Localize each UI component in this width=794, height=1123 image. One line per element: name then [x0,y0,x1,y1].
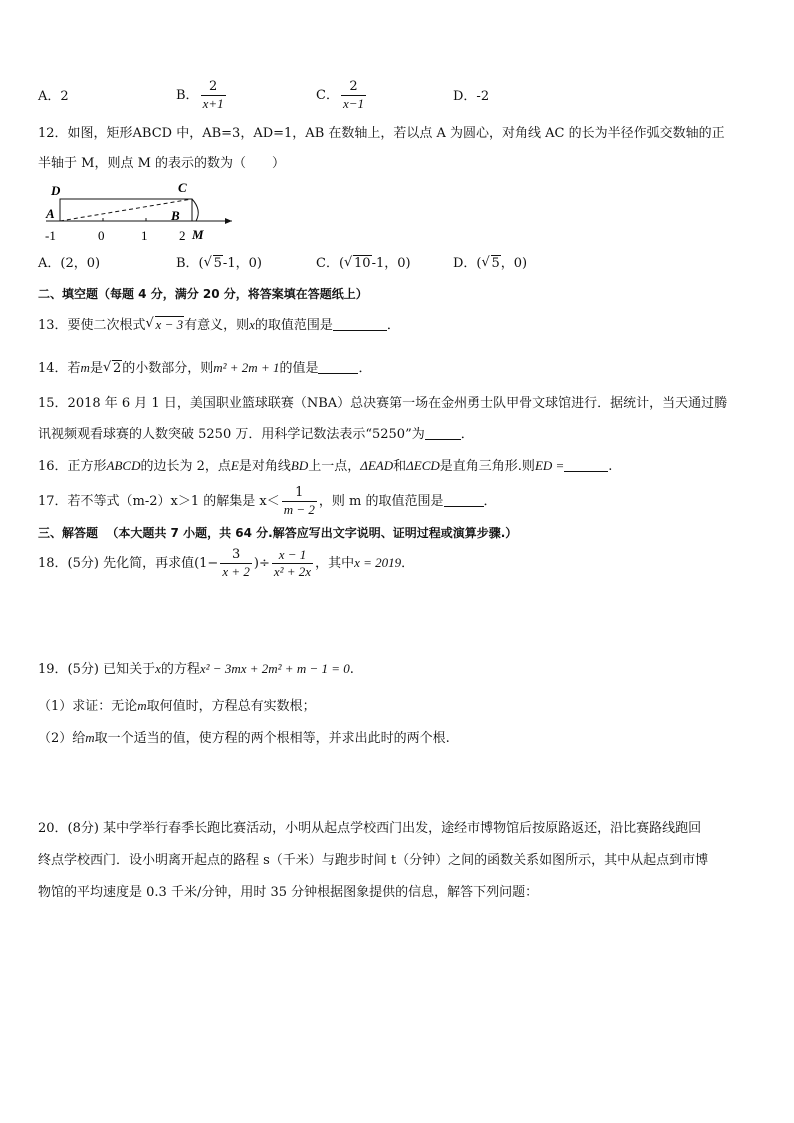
q12-option-c: C．(√ 10-1，0) [316,255,411,273]
label-c: C [178,180,187,195]
q14-text: 14．若m是√ 2的小数部分，则m² + 2m + 1的值是 ． [38,359,372,378]
label-d: D [51,183,61,198]
q19-part2: （2）给m取一个适当的值，使方程的两个根相等，并求出此时的两个根. [38,730,450,746]
q12-figure [36,178,246,244]
label-m: M [192,227,204,242]
label-a: A [46,206,55,221]
q12-text-line1: 12．如图，矩形ABCD 中，AB=3，AD=1，AB 在数轴上，若以点 A 为圆心，对角线 AC 的长为半径作弧交数轴的正 [38,126,725,141]
q18-text: 18．(5分) 先化简，再求值(1− $\frac{3}{x + 2}$ )÷ $\frac{x - 1}{\text{x² + 2x}}$ ，其中x = 2019． [38,547,415,579]
q11-option-b: B． $\frac{2}{x+1}$ [176,79,224,111]
q17-text: 17．若不等式（m-2）x＞1 的解集是 x＜ $\frac{1}{m - 2}$ ，则 m 的取值范围是 ． [38,485,497,517]
label-b: B [171,208,180,223]
axis-arrow [225,218,232,224]
q11-option-d: D．-2 [453,89,490,104]
q12-text-line2: 半轴于 M，则点 M 的表示的数为（ ） [38,156,286,171]
q20-text-line1: 20．(8分) 某中学举行春季长跑比赛活动，小明从起点学校西门出发，途经市博物馆后按原路返还，沿比赛路线跑回 [38,821,702,836]
q20-text-line3: 物馆的平均速度是 0.3 千米/分钟，用时 35 分钟根据图象提供的信息，解答下列问题： [38,885,539,900]
q16-text: 16．正方形ABCD的边长为 2，点E是对角线BD上一点，ΔEAD和ΔECD是直角三角形.则ED = . [38,458,613,474]
tick-label-2: 2 [179,228,186,243]
q12-option-d: D．(√ 5，0) [453,255,527,273]
tick-label-1: 1 [141,228,148,243]
q19-text: 19．(5分) 已知关于x的方程x² − 3mx + 2m² + m − 1 = 0. [38,661,354,677]
q20-text-line2: 终点学校西门．设小明离开起点的路程 s（千米）与跑步时间 t（分钟）之间的函数关系如图所示，其中从起点到市博 [38,853,709,868]
section-3-heading: 三、解答题 （本大题共 7 小题，共 64 分.解答应写出文字说明、证明过程或演算步骤.） [38,526,518,540]
q11-option-c: C． $\frac{2}{x-1}$ [316,79,364,111]
tick-label-neg1: -1 [45,228,56,243]
q19-part1: （1）求证：无论m取何值时，方程总有实数根； [38,698,316,714]
tick-label-0: 0 [98,228,105,243]
arc-cm [192,199,198,221]
q15-text-line2: 讯视频观看球赛的人数突破 5250 万．用科学记数法表示“5250”为 ． [38,427,474,442]
q12-option-a: A．(2，0) [38,256,101,271]
q11-option-a: A．2 [38,89,69,104]
q15-text-line1: 15．2018 年 6 月 1 日，美国职业篮球联赛（NBA）总决赛第一场在金州勇士队甲骨文球馆进行．据统计，当天通过腾 [38,396,728,411]
q13-text: 13．要使二次根式√ x − 3有意义，则x的取值范围是 ． [38,316,400,335]
section-2-heading: 二、填空题（每题 4 分，满分 20 分，将答案填在答题纸上） [38,287,368,301]
q12-option-b: B．(√ 5-1，0) [176,255,262,273]
